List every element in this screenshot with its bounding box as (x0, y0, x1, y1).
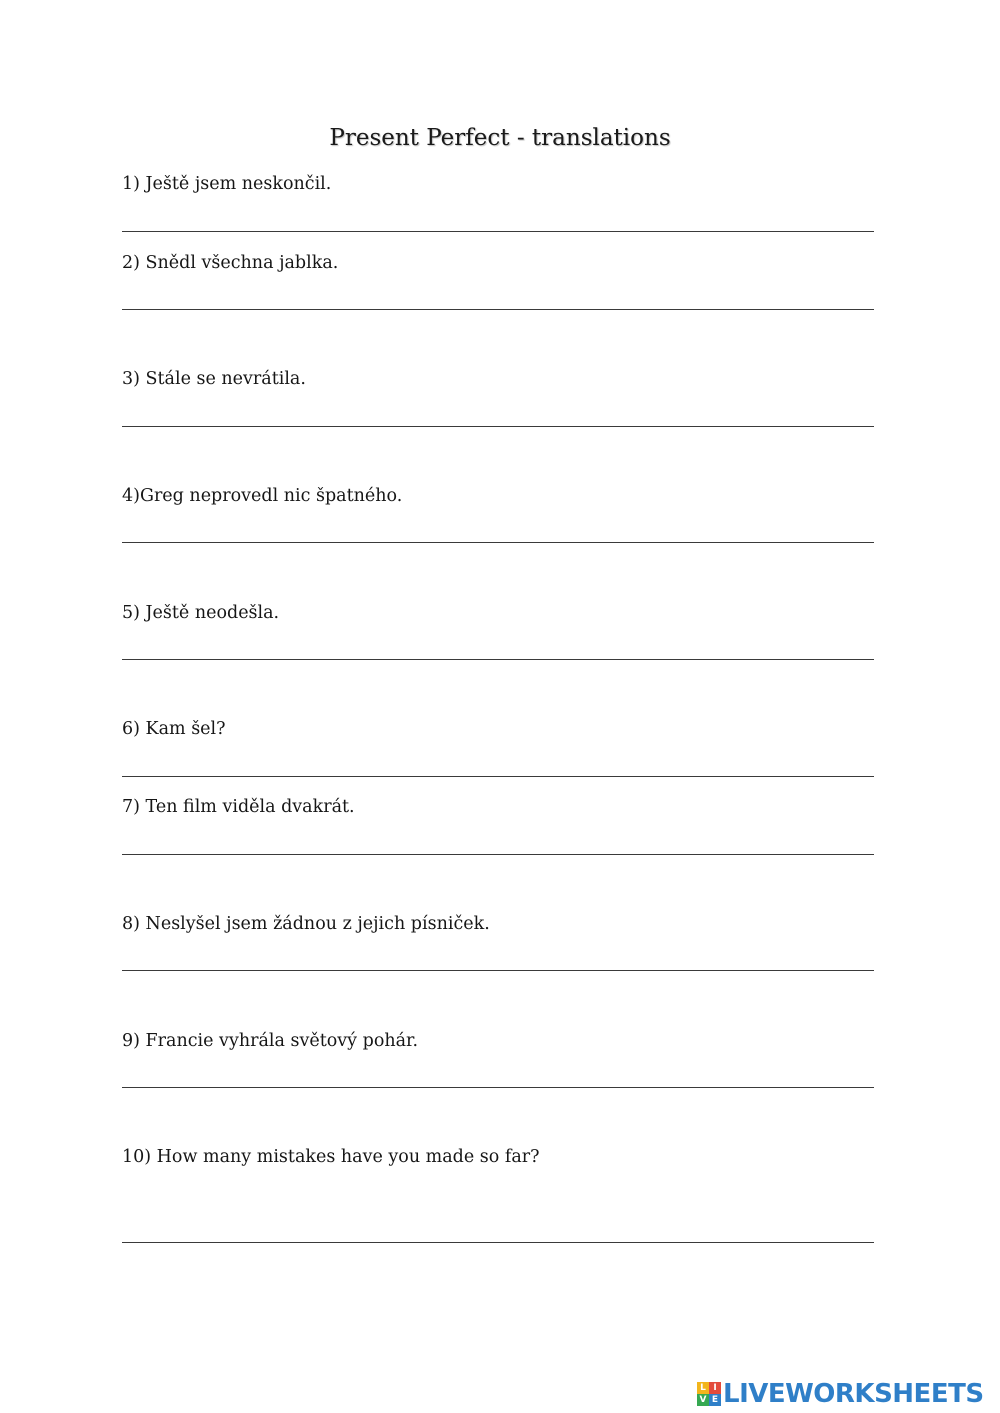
question-5: 5) Ještě neodešla. (122, 603, 280, 623)
question-9: 9) Francie vyhrála světový pohár. (122, 1031, 419, 1051)
answer-line-4[interactable] (122, 542, 874, 543)
worksheet-title: Present Perfect - translations (329, 125, 671, 151)
answer-line-10[interactable] (122, 1242, 874, 1243)
question-4: 4)Greg neprovedl nic špatného. (122, 486, 403, 506)
liveworksheets-logo (697, 1378, 984, 1410)
answer-line-1[interactable] (122, 231, 874, 232)
badge-letter-i: I (709, 1382, 721, 1394)
question-1: 1) Ještě jsem neskončil. (122, 174, 332, 194)
question-6: 6) Kam šel? (122, 719, 226, 739)
question-7: 7) Ten film viděla dvakrát. (122, 797, 355, 817)
question-8: 8) Neslyšel jsem žádnou z jejich písniček. (122, 914, 490, 934)
badge-letter-v: V (697, 1394, 709, 1406)
answer-line-2[interactable] (122, 309, 874, 310)
answer-line-7[interactable] (122, 854, 874, 855)
question-10: 10) How many mistakes have you made so far? (122, 1147, 540, 1167)
answer-line-9[interactable] (122, 1087, 874, 1088)
badge-letter-e: E (709, 1394, 721, 1406)
answer-line-3[interactable] (122, 426, 874, 427)
liveworksheets-badge-icon (697, 1382, 721, 1406)
logo-text: LIVEWORKSHEETS (723, 1379, 984, 1409)
answer-line-6[interactable] (122, 776, 874, 777)
badge-letter-l: L (697, 1382, 709, 1394)
answer-line-8[interactable] (122, 970, 874, 971)
question-2: 2) Snědl všechna jablka. (122, 253, 339, 273)
question-3: 3) Stále se nevrátila. (122, 369, 306, 389)
answer-line-5[interactable] (122, 659, 874, 660)
